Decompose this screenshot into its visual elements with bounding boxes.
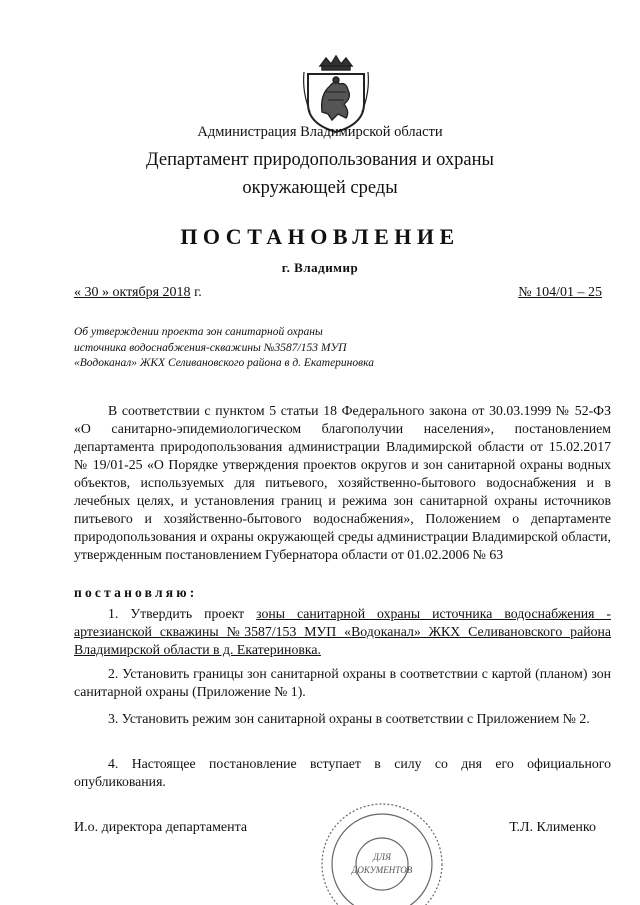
resolution-item-3: 3. Установить режим зон санитарной охраны в соответствии с Приложением № 2. bbox=[108, 711, 590, 726]
resolution-item-2: 2. Установить границы зон санитарной охраны в соответствии с картой (планом) зон санитарной охраны (Приложение № 1). bbox=[74, 666, 611, 699]
resolution-item-1 bbox=[74, 605, 611, 659]
item-1-prefix: 1. Утвердить проект bbox=[108, 606, 257, 621]
document-date-suffix: г. bbox=[190, 285, 202, 300]
resolution-item-4: 4. Настоящее постановление вступает в силу со дня его официального опубликования. bbox=[74, 756, 611, 789]
svg-text:ДЛЯ: ДЛЯ bbox=[373, 852, 391, 862]
administration-name: Администрация Владимирской области bbox=[197, 124, 443, 140]
item-1-underlined: зоны санитарной охраны источника водоснабжения - артезианской скважины №3587/153 МУП «Водоканал» ЖКХ Селивановского района Владимирской области в д. Екатериновка. bbox=[74, 606, 612, 657]
city-label: г. Владимир bbox=[281, 260, 359, 275]
document-date bbox=[74, 285, 202, 301]
coat-of-arms-icon bbox=[300, 52, 372, 134]
signatory-name: Т.Л. Клименко bbox=[509, 820, 596, 835]
svg-text:ДОКУМЕНТОВ: ДОКУМЕНТОВ bbox=[351, 865, 413, 875]
department-name-line1: Департамент природопользования и охраны bbox=[146, 150, 494, 170]
document-subject: Об утверждении проекта зон санитарной охраны источника водоснабжения-скважины №3587/153 МУП «Водоканал» ЖКХ Селивановского района в д. Екатериновка bbox=[74, 326, 374, 369]
document-date-value: « 30 » октября 2018 bbox=[74, 285, 191, 300]
preamble-paragraph: В соответствии с пунктом 5 статьи 18 Федерального закона от 30.03.1999 № 52-ФЗ «О санитарно-эпидемиологическом благополучии населения», постановлением департамента природопользования администрации Владимирской области от 15.02.2017 № 19/01-25 «О Порядке утверждения проектов округов и зон санитарной охраны водных объектов, используемых для питьевого, хозяйственно-бытового водоснабжения и в лечебных целях, и установления границ и режима зон санитарной охраны источников питьевого и хозяйственно-бытового водоснабжения», Положением о департаменте природопользования и охраны окружающей среды администрации Владимирской области, утвержденным постановлением Губернатора области от 01.02.2006 № 63 bbox=[74, 403, 611, 562]
signatory-role: И.о. директора департамента bbox=[74, 820, 248, 835]
official-stamp bbox=[318, 800, 446, 905]
document-type-title: ПОСТАНОВЛЕНИЕ bbox=[180, 224, 460, 249]
resolve-heading: постановляю: bbox=[74, 585, 198, 600]
department-name-line2: окружающей среды bbox=[242, 178, 398, 198]
document-number: № 104/01 – 25 bbox=[518, 285, 602, 300]
